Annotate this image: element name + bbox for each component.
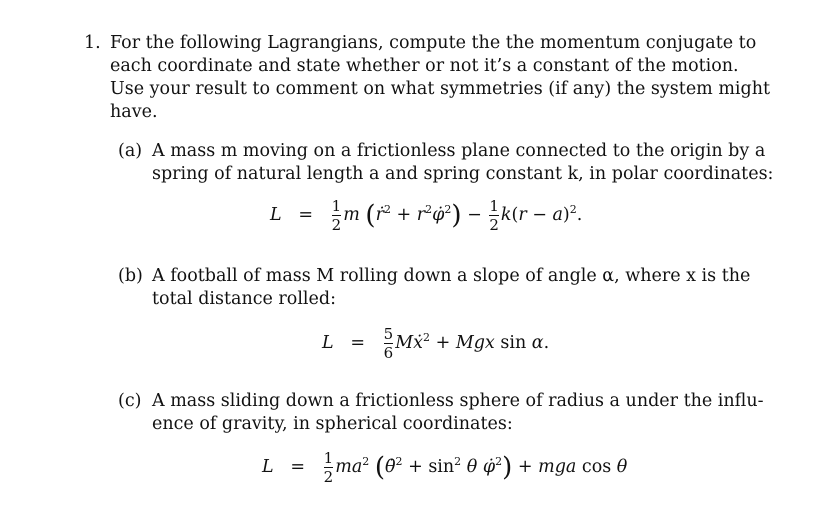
part-b-line-2: total distance rolled: — [152, 289, 336, 309]
part-c-line-2: ence of gravity, in spherical coordinates: — [152, 414, 513, 434]
part-b-line-1: A football of mass M rolling down a slope of angle α, where x is the — [152, 266, 751, 286]
problem-number: 1. — [84, 33, 101, 53]
equation-a: L = $\frac{1}{2}$ m (ṙ$^2$ + $r^2\varphi̇^2$) − $\frac{1}{2}$ $k(r - a)^2$. — [270, 197, 583, 234]
intro-line-1: For the following Lagrangians, compute the the momentum conjugate to — [110, 33, 757, 53]
part-a-label: (a) — [118, 141, 143, 161]
part-c-label: (c) — [118, 391, 142, 411]
part-c-line-1: A mass sliding down a frictionless sphere of radius a under the influ- — [152, 391, 764, 411]
intro-line-3: Use your result to comment on what symmetries (if any) the system might — [110, 79, 771, 99]
part-a-line-2: spring of natural length a and spring constant k, in polar coordinates: — [152, 164, 774, 184]
intro-line-4: have. — [110, 102, 158, 122]
equation-b: L = $\frac{5}{6}$ Mẋ$^2$ + Mgx sin α. — [322, 325, 550, 362]
part-b-label: (b) — [118, 266, 143, 286]
intro-line-2: each coordinate and state whether or not it’s a constant of the motion. — [110, 56, 739, 76]
part-a-line-1: A mass m moving on a frictionless plane connected to the origin by a — [152, 141, 766, 161]
equation-c: L = $\frac{1}{2}$ $ma^2$ (θ̇$^2$ + $\sin^2 \theta$ φ̇$^2$) + mga cos θ — [262, 449, 628, 486]
